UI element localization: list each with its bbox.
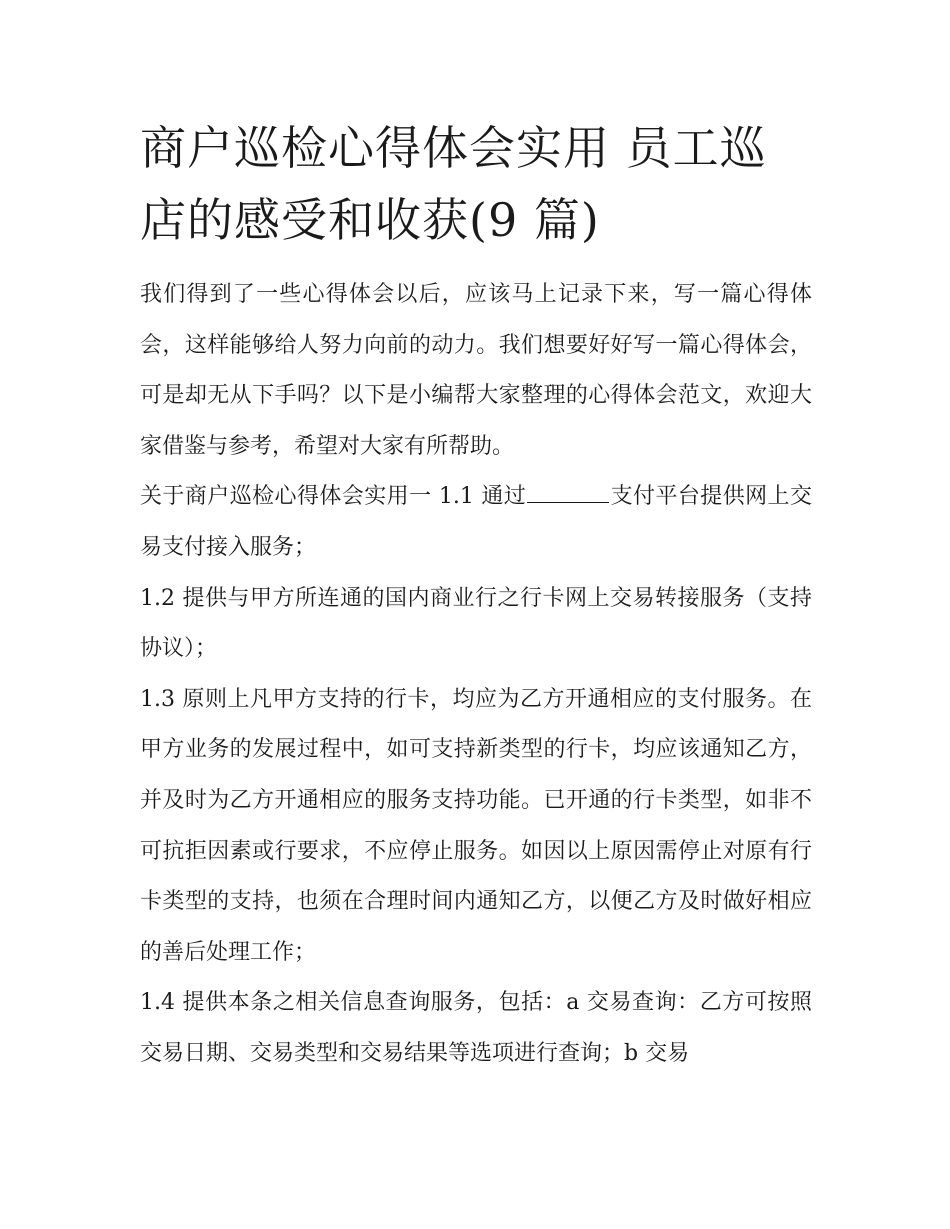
intro-paragraph: 我们得到了一些心得体会以后，应该马上记录下来，写一篇心得体会，这样能够给人努力向前的动力。我们想要好好写一篇心得体会，可是却无从下手吗？以下是小编帮大家整理的心得体会范文，欢迎大家借鉴与参考，希望对大家有所帮助。 [140, 282, 812, 459]
item-1-3-paragraph: 1.3 原则上凡甲方支持的行卡，均应为乙方开通相应的支付服务。在甲方业务的发展过程中，如可支持新类型的行卡，均应该通知乙方，并及时为乙方开通相应的服务支持功能。已开通的行卡类型，如非不可抗拒因素或行要求，不应停止服务。如因以上原因需停止对原有行卡类型的支持，也须在合理时间内通知乙方，以便乙方及时做好相应的善后处理工作； [140, 686, 812, 965]
section-1-1-text-start: 关于商户巡检心得体会实用一 1.1 通过 [140, 484, 527, 510]
fill-in-blank [527, 480, 609, 503]
item-1-2-paragraph: 1.2 提供与甲方所连通的国内商业行之行卡网上交易转接服务（支持协议）； [140, 585, 812, 662]
document-title: 商户巡检心得体会实用 员工巡店的感受和收获(9 篇) [140, 121, 767, 247]
item-1-4-paragraph: 1.4 提供本条之相关信息查询服务，包括：a 交易查询：乙方可按照交易日期、交易类型和交易结果等选项进行查询；b 交易 [140, 990, 812, 1066]
section-1-1-text-end: 支付平台提供网上交易支付接入服务； [140, 484, 812, 560]
section-1-1-paragraph [140, 472, 812, 573]
document-body [140, 112, 812, 1080]
